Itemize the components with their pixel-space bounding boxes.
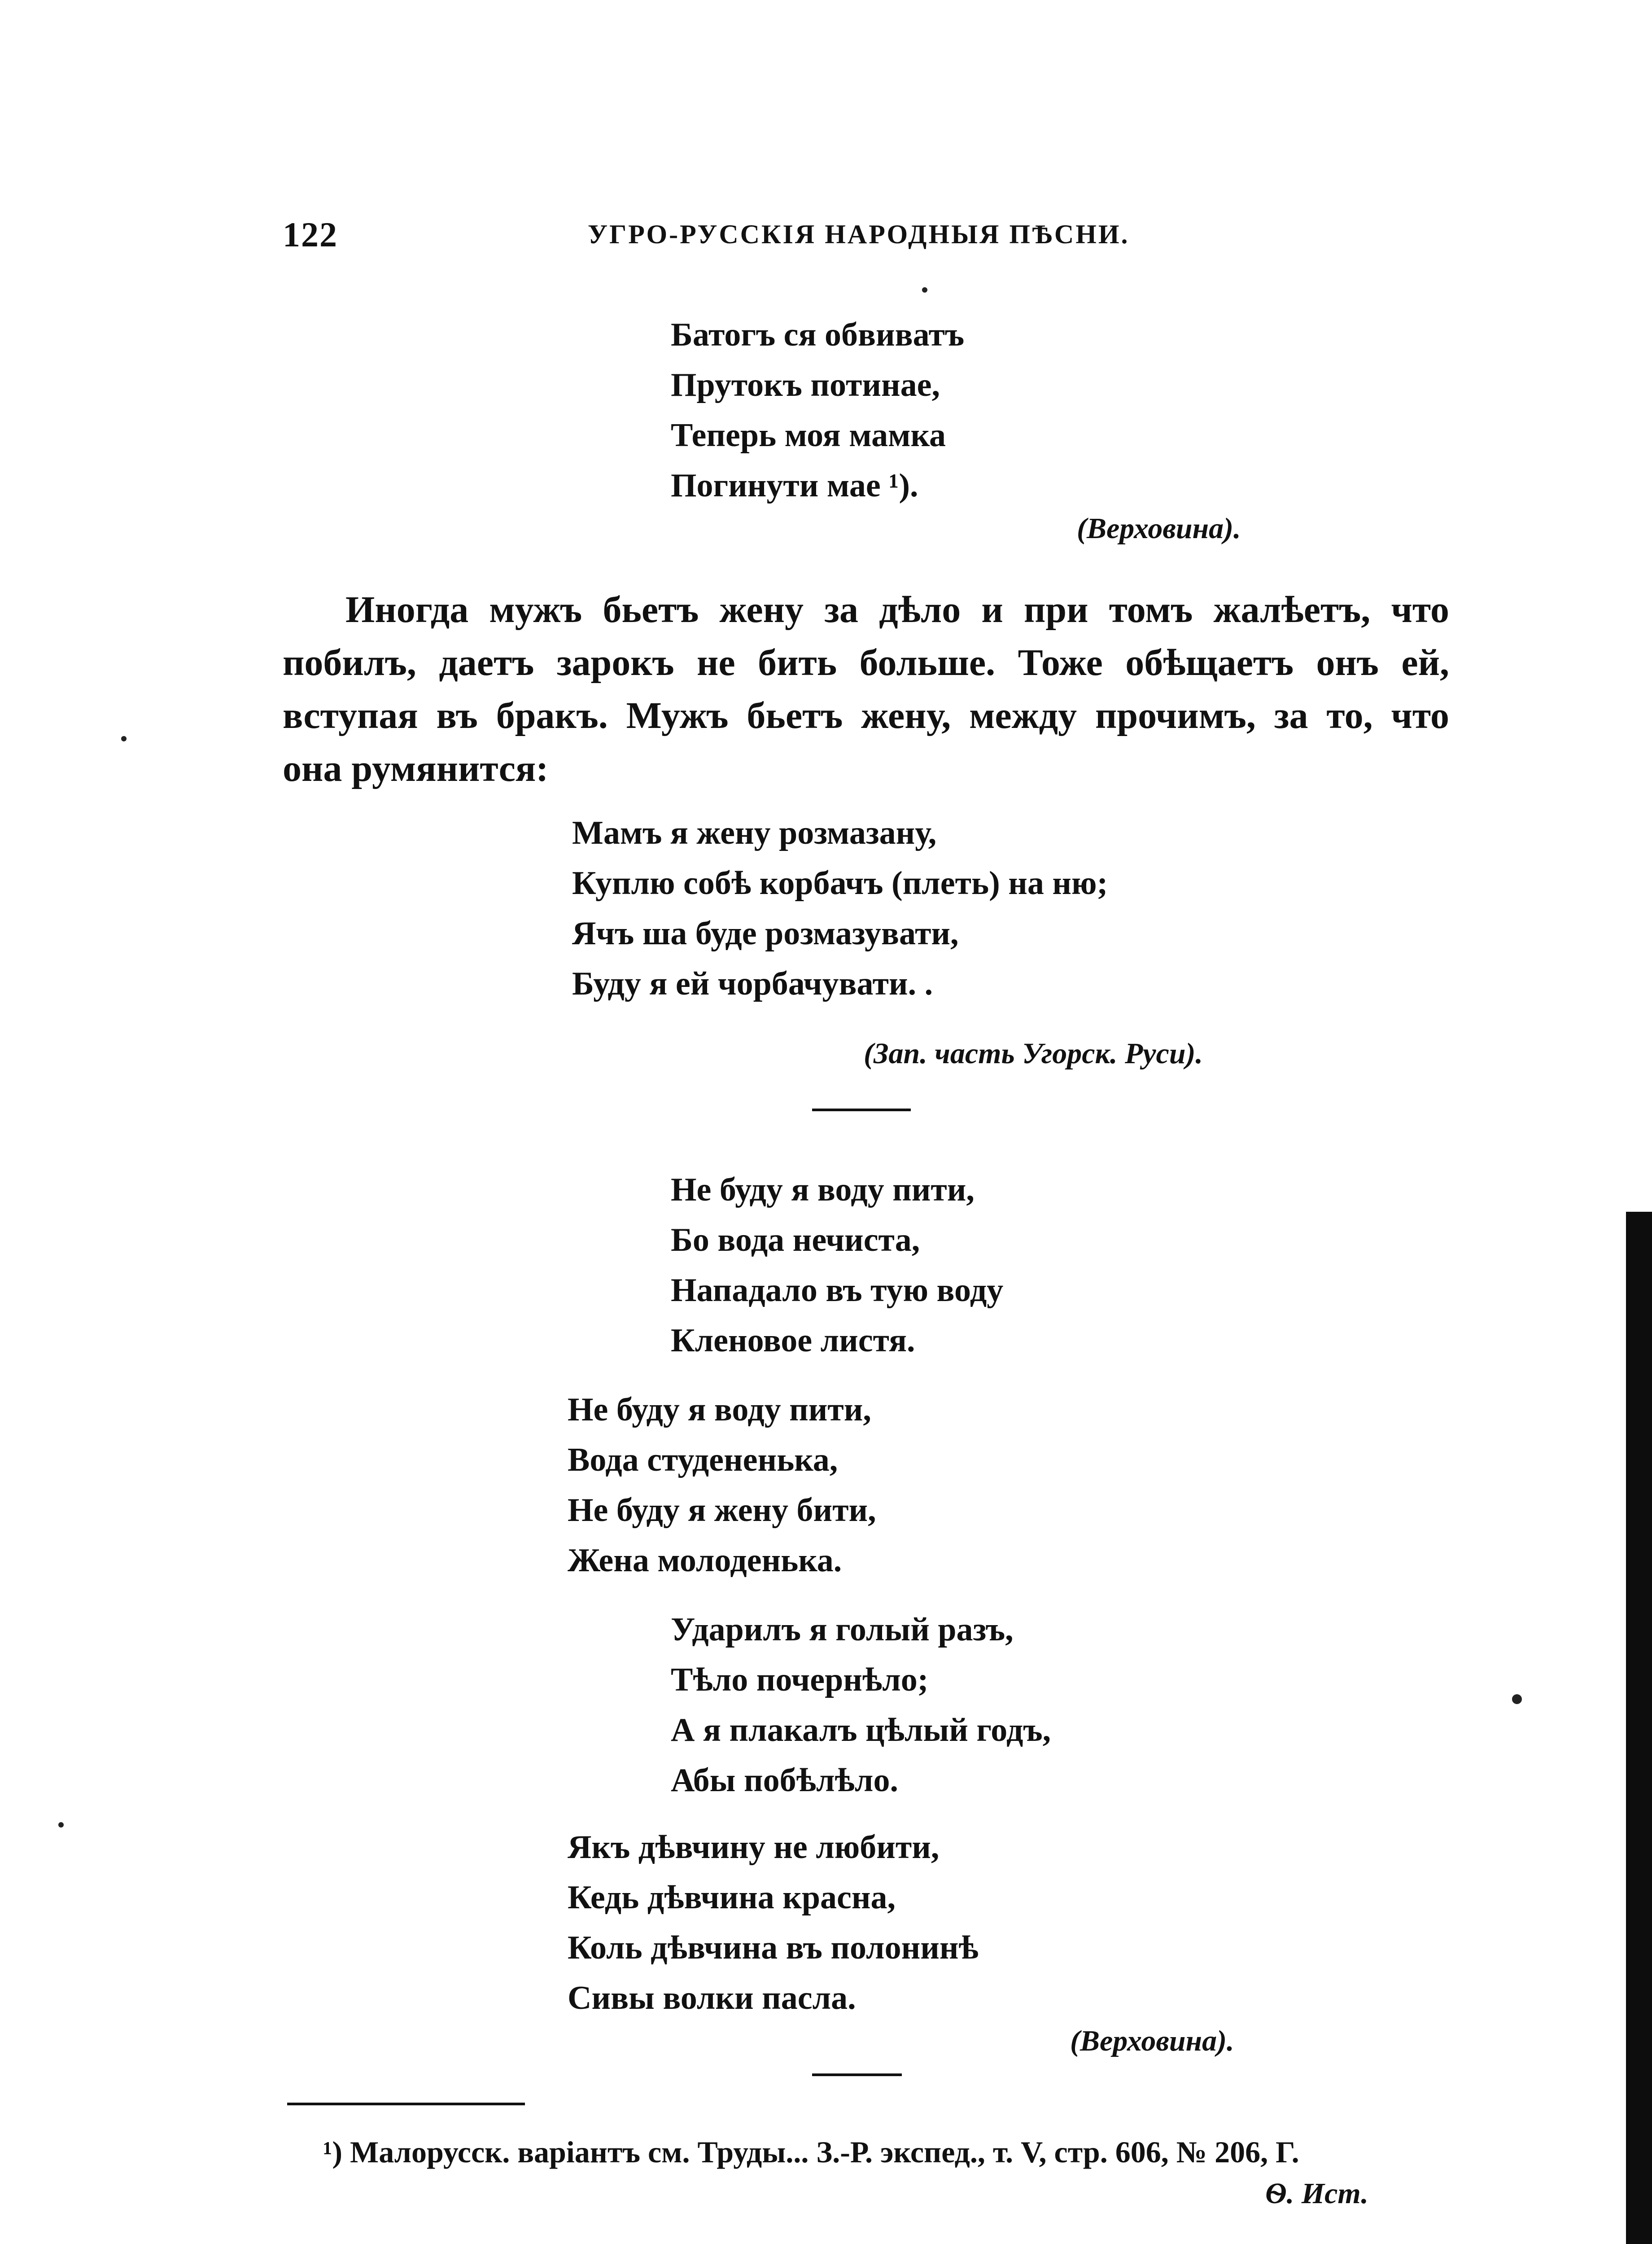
verse-2-source: (Зап. часть Угорск. Руси). <box>864 1037 1203 1070</box>
footnote <box>323 2127 1472 2211</box>
verse-line: Мамъ я жену розмазану, <box>572 815 937 851</box>
verse-line: Коль дѣвчина въ полонинѣ <box>568 1929 979 1966</box>
verse-line: Не буду я воду пити, <box>568 1391 871 1428</box>
page-header <box>283 215 1288 255</box>
prose-line: вступая въ бракъ. Мужъ бьетъ жену, между прочимъ, за то, что <box>283 695 1449 736</box>
verse-line: Не буду я воду пити, <box>671 1171 975 1208</box>
scan-speck <box>1512 1694 1522 1704</box>
verse-line: Тѣло почернѣло; <box>671 1661 929 1698</box>
running-title: УГРО-РУССКІЯ НАРОДНЫЯ ПѢСНИ. <box>588 219 1130 249</box>
verse-block-1 <box>671 310 964 511</box>
verse-line: Якъ дѣвчину не любити, <box>568 1829 940 1866</box>
verse-line: Куплю собѣ корбачъ (плеть) на ню; <box>572 865 1108 902</box>
verse-line: Сивы волки пасла. <box>568 1980 856 2016</box>
section-divider <box>812 2073 902 2076</box>
prose-line: Иногда мужъ бьетъ жену за дѣло и при томъ жалѣетъ, что <box>345 589 1449 631</box>
verse-line: Жена молоденька. <box>568 1542 842 1579</box>
verse-3-stanza-2 <box>568 1385 876 1586</box>
verse-line: Кедь дѣвчина красна, <box>568 1879 896 1916</box>
verse-line: Ячъ ша буде розмазувати, <box>572 915 959 952</box>
verse-line: Ударилъ я голый разъ, <box>671 1611 1014 1648</box>
verse-line: Батогъ ся обвиватъ <box>671 316 965 353</box>
verse-line: Теперь моя мамка <box>671 417 946 454</box>
verse-line: Кленовое листя. <box>671 1322 915 1359</box>
verse-3-stanza-1 <box>671 1165 1003 1366</box>
scan-speck <box>121 736 127 741</box>
verse-line: Не буду я жену бити, <box>568 1492 876 1529</box>
verse-block-2 <box>572 808 1108 1009</box>
verse-3-stanza-4 <box>568 1822 979 2023</box>
scan-speck <box>922 287 927 293</box>
verse-3-stanza-3 <box>671 1604 1051 1806</box>
footnote-signature: Ѳ. Ист. <box>1265 2177 1368 2210</box>
verse-line: Буду я ей чорбачувати. . <box>572 965 933 1002</box>
scan-speck <box>58 1822 64 1828</box>
verse-line: Нападало въ тую воду <box>671 1272 1004 1309</box>
verse-line: Погинути мае ¹). <box>671 467 918 504</box>
prose-line: она румянится: <box>283 748 549 789</box>
footnote-text: ¹) Малорусск. варіантъ см. Труды... З.-Р. экспед., т. V, стр. 606, № 206, Г. <box>323 2135 1299 2169</box>
verse-1-source: (Верховина). <box>1077 512 1241 545</box>
verse-3-source: (Верховина). <box>1070 2025 1234 2057</box>
verse-line: Бо вода нечиста, <box>671 1222 920 1258</box>
page-number: 122 <box>283 215 338 254</box>
footnote-rule <box>287 2103 525 2105</box>
section-divider <box>812 1109 911 1111</box>
verse-line: Прутокъ потинае, <box>671 367 940 403</box>
verse-line: Абы побѣлѣло. <box>671 1762 898 1799</box>
prose-paragraph <box>283 583 1449 795</box>
prose-line: побилъ, даетъ зарокъ не бить больше. Тоже обѣщаетъ онъ ей, <box>283 642 1449 684</box>
scan-edge-shadow <box>1626 1212 1652 2244</box>
verse-line: Вода студененька, <box>568 1442 838 1478</box>
verse-line: А я плакалъ цѣлый годъ, <box>671 1712 1051 1749</box>
